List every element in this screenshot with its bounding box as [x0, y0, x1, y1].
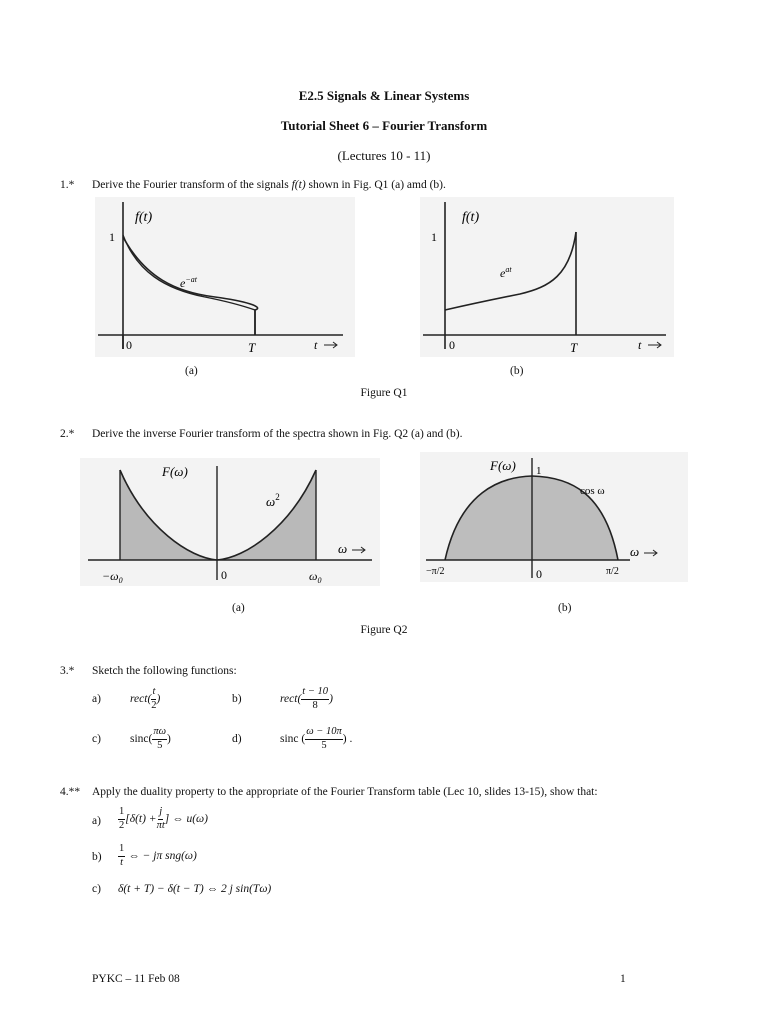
q1a-T: T	[248, 340, 256, 355]
q4b-expression: $\frac{1}{t}$ ⇔ − jπ sng(ω)	[119, 843, 197, 868]
q3b-label: b)	[232, 693, 242, 705]
q2-number: 2.*	[60, 428, 75, 440]
q3-number: 3.*	[60, 665, 75, 677]
q2a-curve-label: $\omega^2$	[266, 492, 280, 509]
q4a-label: a)	[92, 815, 101, 827]
q2a-neg-w0: $-\omega_0$	[102, 569, 123, 585]
q1-text: Derive the Fourier transform of the signals f(t) shown in Fig. Q1 (a) amd (b).	[92, 179, 446, 191]
q2b-arrow-icon	[644, 550, 657, 556]
q1-caption-a: (a)	[185, 365, 198, 377]
q4b-label: b)	[92, 851, 102, 863]
q2b-origin: 0	[536, 567, 542, 581]
q3-text: Sketch the following functions:	[92, 665, 237, 677]
q1a-origin: 0	[126, 338, 132, 352]
q1b-curve-label: $e^{at}$	[500, 265, 512, 280]
q2b-w-axis: ω	[630, 544, 640, 559]
q4c-label: c)	[92, 883, 101, 895]
q2-figure-caption: Figure Q2	[360, 624, 408, 636]
q4-number: 4.**	[60, 786, 81, 798]
q1a-curve-label: $e^{-at}$	[180, 275, 197, 290]
q1-caption-b: (b)	[510, 365, 524, 377]
q4c-expression: δ(t + T) − δ(t − T) ⇔ 2 j sin(Tω)	[118, 883, 272, 895]
q3a-expression: rect( $\frac{t}{2}$ )	[130, 686, 161, 711]
figure-q2b-plot	[420, 452, 688, 582]
figure-q2a	[80, 458, 380, 586]
q3d-expression: sinc ( $\frac{\omega - 10\pi}{5}$ ) .	[280, 726, 353, 751]
q2b-pos-pi2: π/2	[606, 566, 619, 577]
figure-q1b	[420, 197, 674, 357]
q3a-label: a)	[92, 693, 101, 705]
q1b-ylabel: f(t)	[462, 210, 480, 225]
q2b-ylabel: F(ω)	[490, 458, 516, 473]
q2-text: Derive the inverse Fourier transform of the spectra shown in Fig. Q2 (a) and (b).	[92, 428, 463, 440]
figure-q1a	[95, 197, 355, 357]
figure-q2a-plot	[80, 458, 380, 586]
q2b-neg-pi2: −π/2	[426, 566, 445, 577]
q1a-one: 1	[109, 230, 115, 244]
q3b-expression: rect( $\frac{t - 10}{8}$ )	[280, 686, 333, 711]
q1a-ylabel: f(t)	[135, 210, 153, 225]
q2-caption-b: (b)	[558, 602, 572, 614]
q2b-curve-label: cos ω	[580, 485, 605, 497]
q4a-expression: $\frac{1}{2}$ [δ(t) + $\frac{j}{\pi t}$ ] ⇔ u(ω)	[119, 806, 209, 831]
q1b-T: T	[570, 340, 578, 355]
page-number: 1	[620, 973, 626, 985]
q1b-origin: 0	[449, 338, 455, 352]
q3c-label: c)	[92, 733, 101, 745]
q1-figure-caption: Figure Q1	[360, 387, 408, 399]
q2-caption-a: (a)	[232, 602, 245, 614]
q1b-arrow-icon	[648, 342, 661, 348]
q1a-arrow-icon	[324, 342, 337, 348]
q1b-one: 1	[431, 230, 437, 244]
q4-text: Apply the duality property to the appropriate of the Fourier Transform table (Lec 10, slides 13-15), show that:	[92, 786, 598, 798]
q2a-origin: 0	[221, 568, 227, 582]
figure-q1a-plot	[95, 197, 355, 357]
q2a-w-axis: ω	[338, 541, 348, 556]
figure-q1b-plot	[420, 197, 674, 357]
lectures-subtitle: (Lectures 10 - 11)	[337, 148, 431, 163]
q3c-expression: sinc( $\frac{\pi\omega}{5}$ )	[130, 726, 171, 751]
q2a-arrow-icon	[352, 547, 365, 553]
footer-left: PYKC – 11 Feb 08	[92, 973, 180, 985]
q2a-pos-w0: $\omega_0$	[309, 569, 322, 585]
q3d-label: d)	[232, 733, 242, 745]
course-title: E2.5 Signals & Linear Systems	[298, 88, 470, 103]
figure-q2b	[420, 452, 688, 582]
sheet-title: Tutorial Sheet 6 – Fourier Transform	[280, 118, 488, 133]
q1b-t-axis: t	[638, 338, 642, 352]
q1-number: 1.*	[60, 179, 75, 191]
q2b-one: 1	[536, 465, 542, 477]
q1a-t-axis: t	[314, 338, 318, 352]
q2a-ylabel: F(ω)	[162, 464, 188, 479]
